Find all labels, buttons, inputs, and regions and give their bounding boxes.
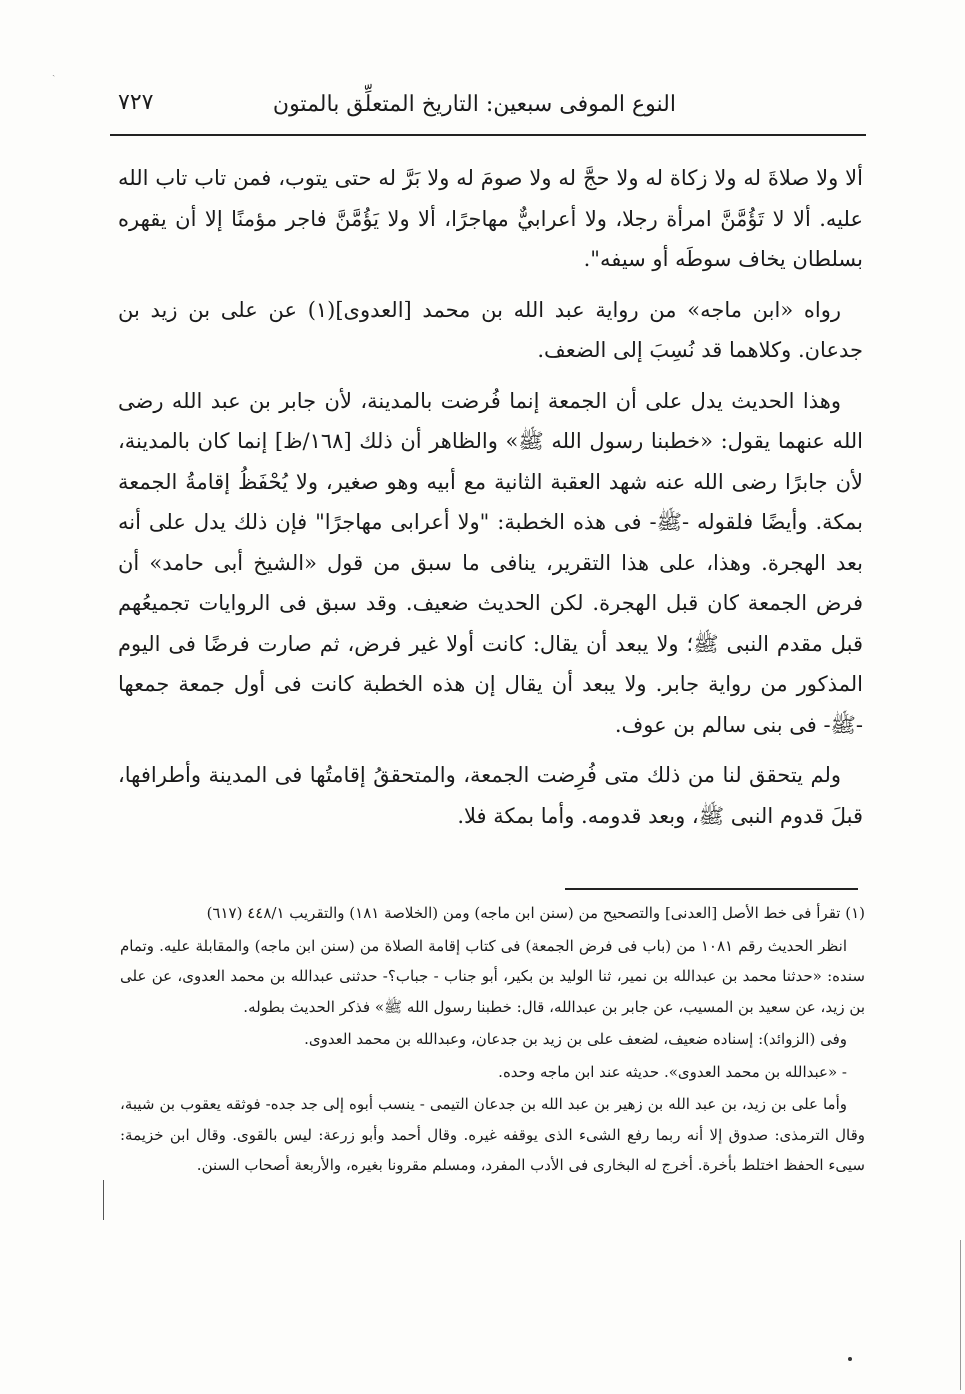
main-text <box>118 158 863 846</box>
scan-dot <box>848 1357 852 1361</box>
scan-speck: ˎ <box>52 66 56 77</box>
header-rule <box>110 134 866 136</box>
running-title: النوع الموفى سبعين: التاريخ المتعلِّق بالمتون <box>272 92 676 117</box>
footnote-line: - «عبدالله بن محمد العدوى». حديثه عند ابن ماجه وحده. <box>498 1062 847 1081</box>
scan-edge-mark <box>103 1180 104 1220</box>
footnote-line: انظر الحديث رقم ١٠٨١ من (باب فى فرض الجمعة) فى كتاب إقامة الصلاة من (سنن ابن ماجه) والمقابلة عليه. وتمام سنده: «حدثنا محمد بن عبدالله بن نمير، ثنا الوليد بن بكير، أبو جناب - جباب؟- حدثنى عبدالله بن محمد العدوى، عن على بن زيد، عن سعيد بن المسيب، عن جابر بن عبدالله، قال: خطبنا رسول الله ﷺ» فذكر الحديث بطوله. <box>120 936 865 1016</box>
paragraph: رواه «ابن ماجه» من رواية عبد الله بن محمد [العدوى](١) عن على بن زيد بن جدعان. وكلاهما قد نُسِبَ إلى الضعف. <box>118 297 863 362</box>
paragraph: ولم يتحقق لنا من ذلك متى فُرِضت الجمعة، والمتحققُ إقامتُها فى المدينة وأطرافها، قبلَ قدوم النبى ﷺ، وبعد قدومه. وأما بمكة فلا. <box>118 763 863 828</box>
footnotes <box>120 898 865 1183</box>
footnote-separator <box>565 888 858 890</box>
paragraph: وهذا الحديث يدل على أن الجمعة إنما فُرضت بالمدينة، لأن جابر بن عبد الله رضى الله عنهما يقول: «خطبنا رسول الله ﷺ» والظاهر أن ذلك [١٦٨/ظ] إنما كان بالمدينة، لأن جابرًا رضى الله عنه شهد العقبة الثانية مع أبيه وهو صغير، ولا يُحْفَظُ إقامةُ الجمعة بمكة. وأيضًا فلقوله -ﷺ- فى هذه الخطبة: "ولا أعرابى مهاجرًا" فإن ذلك يدل على أنه بعد الهجرة. وهذا، على هذا التقرير، ينافى ما سبق من قول «الشيخ أبى حامد» أن فرض الجمعة كان قبل الهجرة. لكن الحديث ضعيف. وقد سبق فى الروايات تجميعُهم قبل مقدم النبى ﷺ؛ ولا يبعد أن يقال: كانت أولا غير فرض، ثم صارت فرضًا فى اليوم المذكور من رواية جابر. ولا يبعد أن يقال إن هذه الخطبة كانت فى أول جمعة جمعها -ﷺ- فى بنى سالم بن عوف. <box>118 388 863 737</box>
page-number: ٧٢٧ <box>118 90 154 115</box>
scan-edge-mark <box>960 1240 961 1390</box>
footnote-line: وأما على بن زيد، بن عبد الله بن زهير بن عبد الله بن جدعان التيمى - ينسب أبوه إلى جد جده- فوثقه يعقوب بن شيبة، وقال الترمذى: صدوق إلا أنه ربما رفع الشىء الذى يوقفه غيره. وقال أحمد وأبو زرعة: ليس بالقوى. وقال ابن خزيمة: سيىء الحفظ اختلط بأخرة. أخرج له البخارى فى الأدب المفرد، ومسلم مقرونا بغيره، والأربعة أصحاب السنن. <box>120 1095 865 1174</box>
page-header <box>110 88 866 134</box>
paragraph: ألا ولا صلاةَ له ولا زكاة له ولا حجَّ له ولا صومَ له ولا بَرَّ له حتى يتوب، فمن تاب تاب الله عليه. ألا لا تَؤُمَّنَّ امرأة رجلا، ولا أعرابيٌّ مهاجرًا، ألا ولا يَؤُمَّنَّ فاجر مؤمنًا إلا أن يقهره بسلطان يخاف سوطَه أو سيفه". <box>118 166 863 271</box>
footnote-line: (١) تقرأ فى خط الأصل [العدنى] والتصحيح من (سنن ابن ماجه) ومن (الخلاصة ١٨١) والتقريب ٤٤٨/١ (٦١٧) <box>206 904 865 922</box>
footnote-line: وفى (الزوائد): إسناده ضعيف، لضعف على بن زيد بن جدعان، وعبدالله بن محمد العدوى. <box>304 1030 847 1048</box>
